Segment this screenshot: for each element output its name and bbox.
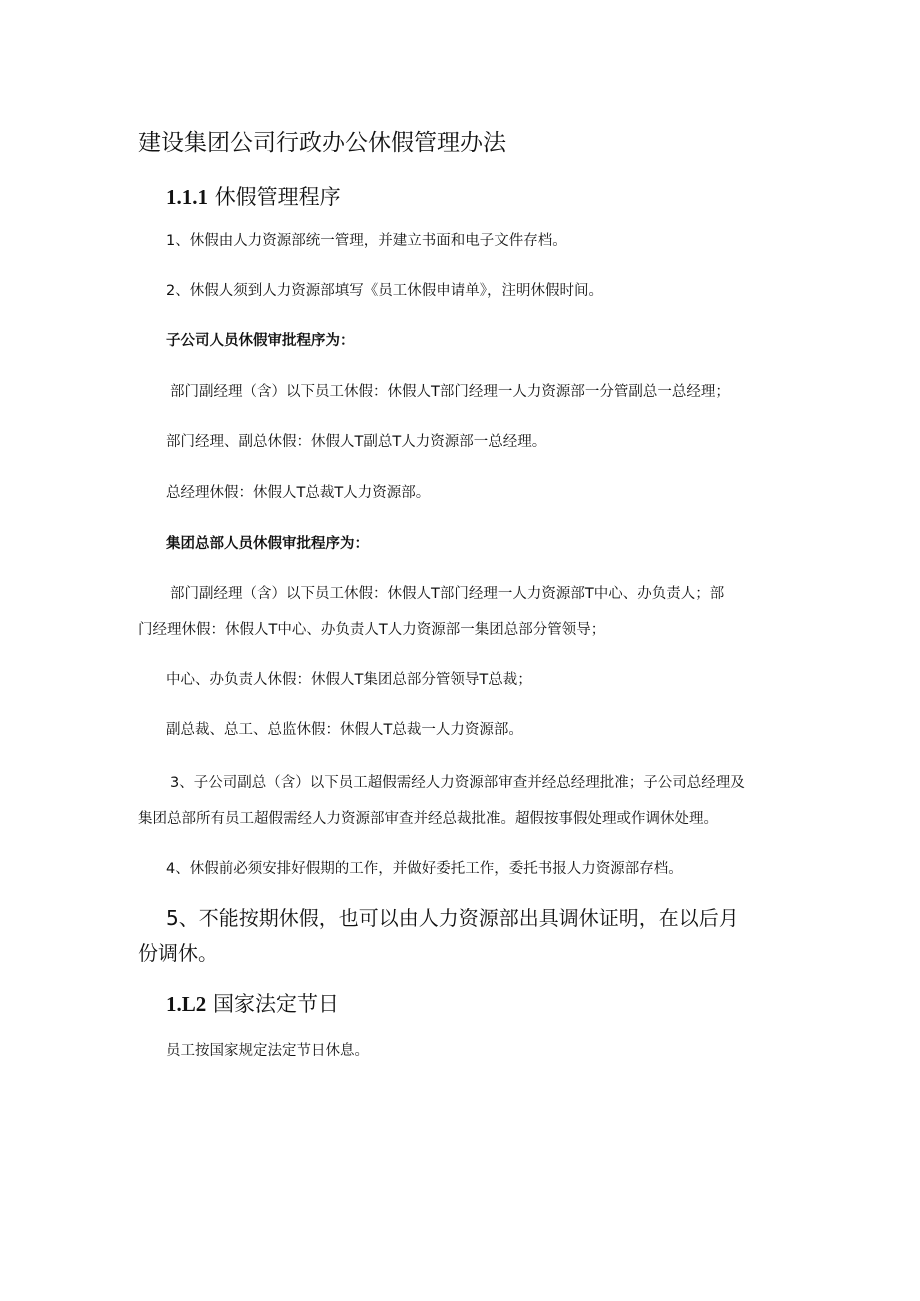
paragraph-6: 员工按国家规定法定节日休息。 (166, 1043, 369, 1059)
paragraph-5-cont: 份调休。 (138, 941, 218, 965)
subsidiary-approval-item: 总经理休假：休假人T总裁T人力资源部。 (166, 485, 431, 501)
section-heading-1 (166, 181, 341, 211)
hq-approval-heading: 集团总部人员休假审批程序为： (166, 536, 369, 552)
subsidiary-approval-heading: 子公司人员休假审批程序为： (166, 333, 355, 349)
paragraph-4: 4、休假前必须安排好假期的工作，并做好委托工作，委托书报人力资源部存档。 (166, 861, 683, 877)
paragraph-2: 2、休假人须到人力资源部填写《员工休假申请单》，注明休假时间。 (166, 283, 603, 299)
paragraph-3-cont: 集团总部所有员工超假需经人力资源部审查并经总裁批准。超假按事假处理或作调休处理。 (138, 811, 718, 827)
hq-approval-item-cont: 门经理休假：休假人T中心、办负责人T人力资源部一集团总部分管领导； (138, 622, 606, 638)
hq-approval-item: 部门副经理（含）以下员工休假：休假人T部门经理一人力资源部T中心、办负责人；部 (170, 586, 725, 602)
section-heading-2 (166, 988, 339, 1018)
hq-approval-item: 中心、办负责人休假：休假人T集团总部分管领导T总裁； (166, 672, 532, 688)
paragraph-3: 3、子公司副总（含）以下员工超假需经人力资源部审查并经总经理批准；子公司总经理及 (170, 775, 745, 791)
paragraph-5: 5、不能按期休假，也可以由人力资源部出具调休证明，在以后月 (166, 906, 739, 930)
section-number: 1.L2 (166, 992, 207, 1016)
hq-approval-item: 副总裁、总工、总监休假：休假人T总裁一人力资源部。 (166, 722, 523, 738)
subsidiary-approval-item: 部门副经理（含）以下员工休假：休假人T部门经理一人力资源部一分管副总一总经理； (170, 384, 730, 400)
section-title: 国家法定节日 (212, 992, 339, 1016)
paragraph-1: 1、休假由人力资源部统一管理，并建立书面和电子文件存档。 (166, 233, 567, 249)
section-number: 1.1.1 (166, 185, 208, 209)
section-title: 休假管理程序 (214, 185, 341, 209)
document-title: 建设集团公司行政办公休假管理办法 (138, 130, 506, 156)
subsidiary-approval-item: 部门经理、副总休假：休假人T副总T人力资源部一总经理。 (166, 434, 547, 450)
